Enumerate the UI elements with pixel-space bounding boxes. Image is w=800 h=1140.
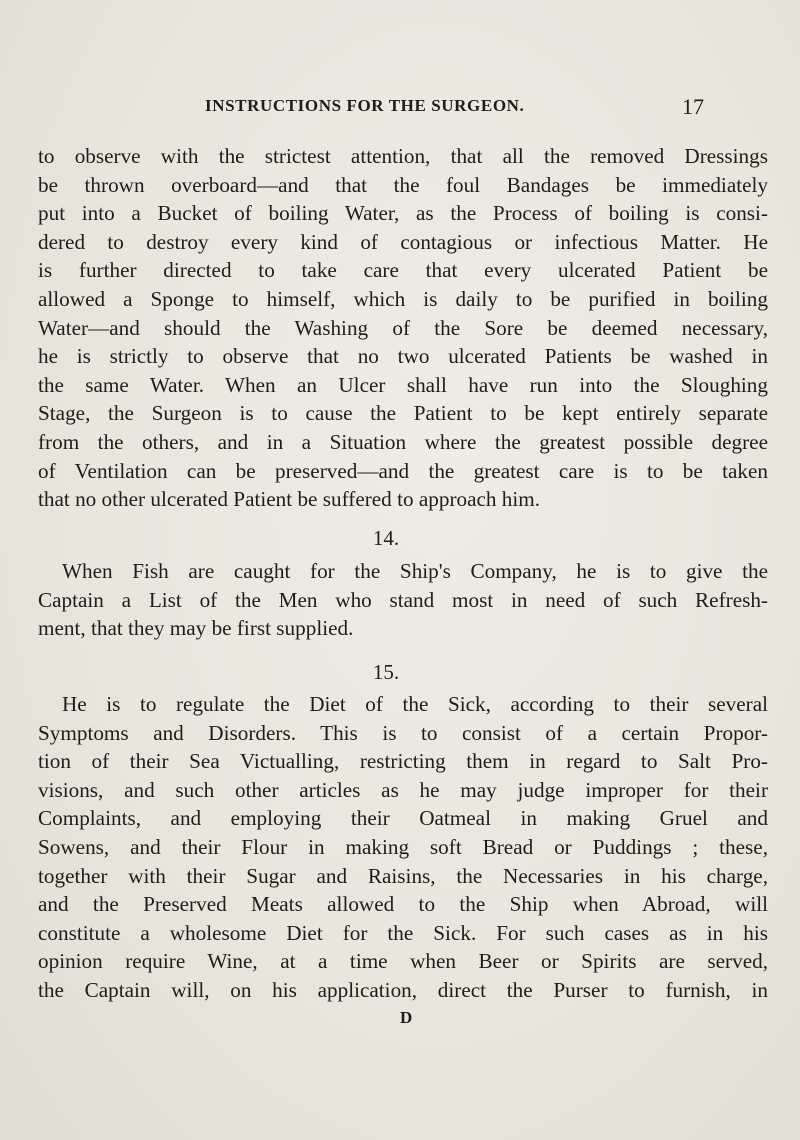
text-line: Sowens, and their Flour in making soft Bread or Puddings ; these,: [38, 834, 768, 859]
text-line: Stage, the Surgeon is to cause the Patient to be kept entirely separate: [38, 401, 768, 426]
text-line: opinion require Wine, at a time when Beer or Spirits are served,: [38, 949, 768, 974]
text-line: of Ventilation can be preserved—and the greatest care is to be taken: [38, 458, 768, 483]
page-number: 17: [682, 94, 704, 119]
text-line: the same Water. When an Ulcer shall have run into the Sloughing: [38, 372, 768, 397]
text-line: Complaints, and employing their Oatmeal in making Gruel and: [38, 806, 768, 831]
text-line: He is to regulate the Diet of the Sick, according to their several: [62, 692, 768, 716]
text-line: he is strictly to observe that no two ulcerated Patients be washed in: [38, 344, 768, 369]
text-line: together with their Sugar and Raisins, the Necessaries in his charge,: [38, 863, 768, 888]
text-line: Water—and should the Washing of the Sore be deemed necessary,: [38, 315, 768, 340]
text-line: dered to destroy every kind of contagious or infectious Matter. He: [38, 229, 768, 254]
text-line: ment, that they may be first supplied.: [38, 616, 354, 641]
section-number-15: 15.: [372, 660, 400, 684]
signature-mark: D: [400, 1008, 413, 1027]
text-line: is further directed to take care that every ulcerated Patient be: [38, 258, 768, 283]
section-number-14: 14.: [372, 526, 400, 550]
text-line: tion of their Sea Victualling, restricting them in regard to Salt Pro-: [38, 749, 768, 774]
paragraph-diet: [38, 690, 768, 1005]
text-line: Captain a List of the Men who stand most in need of such Refresh-: [38, 587, 768, 612]
text-line: and the Preserved Meats allowed to the Ship when Abroad, will: [38, 892, 768, 917]
text-line: put into a Bucket of boiling Water, as the Process of boiling is consi-: [38, 201, 768, 226]
text-line: from the others, and in a Situation where the greatest possible degree: [38, 429, 768, 454]
text-line: be thrown overboard—and that the foul Bandages be immediately: [38, 172, 768, 197]
paragraph-dressings: [38, 142, 768, 514]
text-line: Symptoms and Disorders. This is to consist of a certain Propor-: [38, 720, 768, 745]
text-line: allowed a Sponge to himself, which is daily to be purified in boiling: [38, 286, 768, 311]
text-line: to observe with the strictest attention, that all the removed Dressings: [38, 144, 768, 168]
text-line: visions, and such other articles as he may judge improper for their: [38, 777, 768, 802]
running-head: INSTRUCTIONS FOR THE SURGEON.: [205, 96, 525, 115]
text-line: the Captain will, on his application, direct the Purser to furnish, in: [38, 977, 768, 1002]
text-line: constitute a wholesome Diet for the Sick. For such cases as in his: [38, 920, 768, 945]
paragraph-fish: [38, 557, 768, 643]
text-line: When Fish are caught for the Ship's Company, he is to give the: [62, 559, 768, 583]
text-line: that no other ulcerated Patient be suffered to approach him.: [38, 487, 541, 512]
